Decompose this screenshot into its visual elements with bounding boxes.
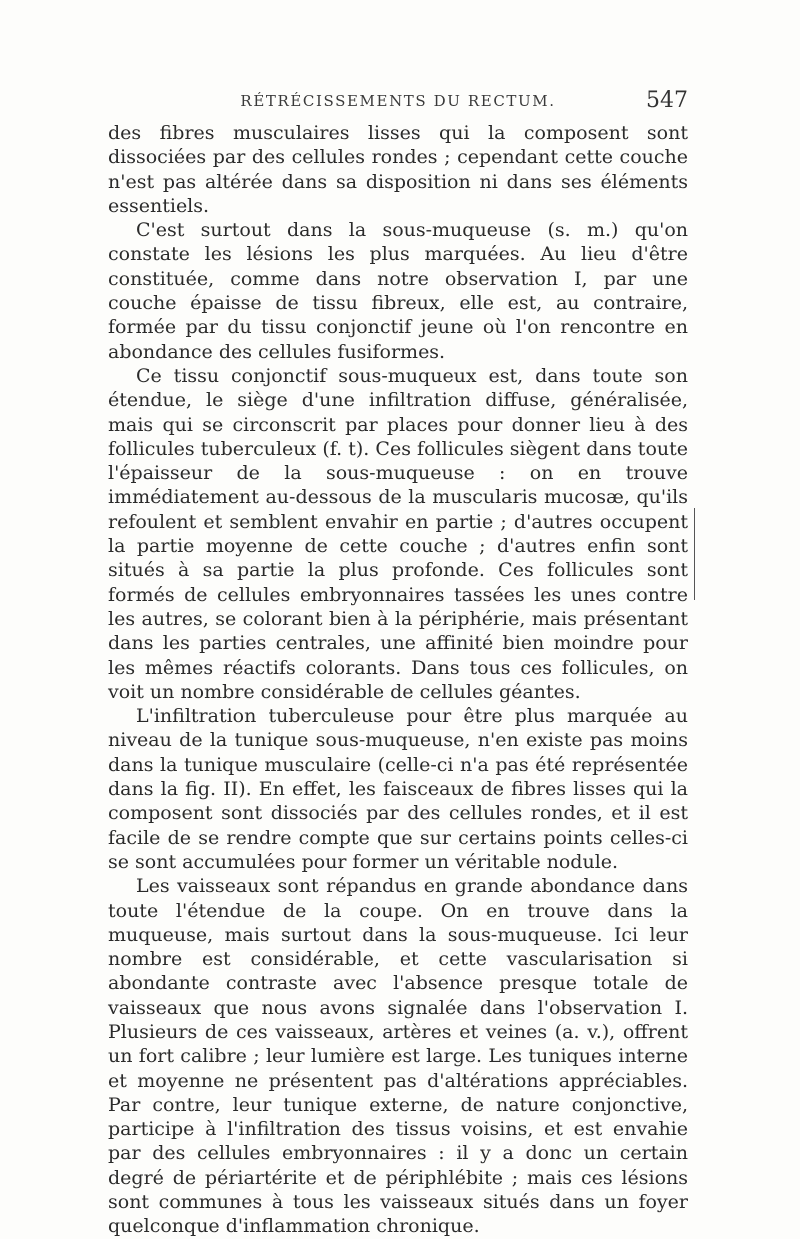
paragraph-continuation: des fibres musculaires lisses qui la composent sont dissociées par des cellules rondes ; cependant cette couche n'est pas altérée dans sa disposition ni dans ses éléments essentiels. xyxy=(108,122,688,217)
page-number: 547 xyxy=(646,88,688,113)
running-title: RÉTRÉCISSEMENTS DU RECTUM. xyxy=(240,92,556,110)
paragraph-infiltration: L'infiltration tuberculeuse pour être plus marquée au niveau de la tunique sous-muqueuse, n'en existe pas moins dans la tunique musculaire (celle-ci n'a pas été représentée dans la fig. II). En effet, les faisceaux de fibres lisses qui la composent sont dissociés par des cellules rondes, et il est facile de se rendre compte que sur certains points celles-ci se sont accumulées pour former un véritable nodule. xyxy=(108,705,688,873)
margin-mark xyxy=(694,508,695,600)
body-text xyxy=(108,121,688,1239)
paragraph-follicules: Ce tissu conjonctif sous-muqueux est, dans toute son étendue, le siège d'une infiltration diffuse, généralisée, mais qui se circonscrit par places pour donner lieu à des follicules tuberculeux (f. t). Ces follicules siègent dans toute l'épaisseur de la sous-muqueuse : on en trouve immédiatement au-dessous de la muscularis mucosæ, qu'ils refoulent et semblent envahir en partie ; d'autres occupent la partie moyenne de cette couche ; d'autres enfin sont situés à sa partie la plus profonde. Ces follicules sont formés de cellules embryonnaires tassées les unes contre les autres, se colorant bien à la périphérie, mais présentant dans les parties centrales, une affinité bien moindre pour les mêmes réactifs colorants. Dans tous ces follicules, on voit un nombre considérable de cellules géantes. xyxy=(108,364,688,703)
running-head xyxy=(108,88,688,118)
paragraph-sous-muqueuse: C'est surtout dans la sous-muqueuse (s. m.) qu'on constate les lésions les plus marquées. Au lieu d'être constituée, comme dans notre observation I, par une couche épaisse de tissu fibreux, elle est, au contraire, formée par du tissu conjonctif jeune où l'on rencontre en abondance des cellules fusiformes. xyxy=(108,219,688,363)
paragraph-vaisseaux: Les vaisseaux sont répandus en grande abondance dans toute l'étendue de la coupe. On en trouve dans la muqueuse, mais surtout dans la sous-muqueuse. Ici leur nombre est considérable, et cette vascularisation si abondante contraste avec l'absence presque totale de vaisseaux que nous avons signalée dans l'observation I. Plusieurs de ces vaisseaux, artères et veines (a. v.), offrent un fort calibre ; leur lumière est large. Les tuniques interne et moyenne ne présentent pas d'altérations appréciables. Par contre, leur tunique externe, de nature conjonctive, participe à l'infiltration des tissus voisins, et est envahie par des cellules embryonnaires : il y a donc un certain degré de périartérite et de périphlébite ; mais ces lésions sont communes à tous les vaisseaux situés dans un foyer quelconque d'inflammation chronique. xyxy=(108,875,688,1238)
